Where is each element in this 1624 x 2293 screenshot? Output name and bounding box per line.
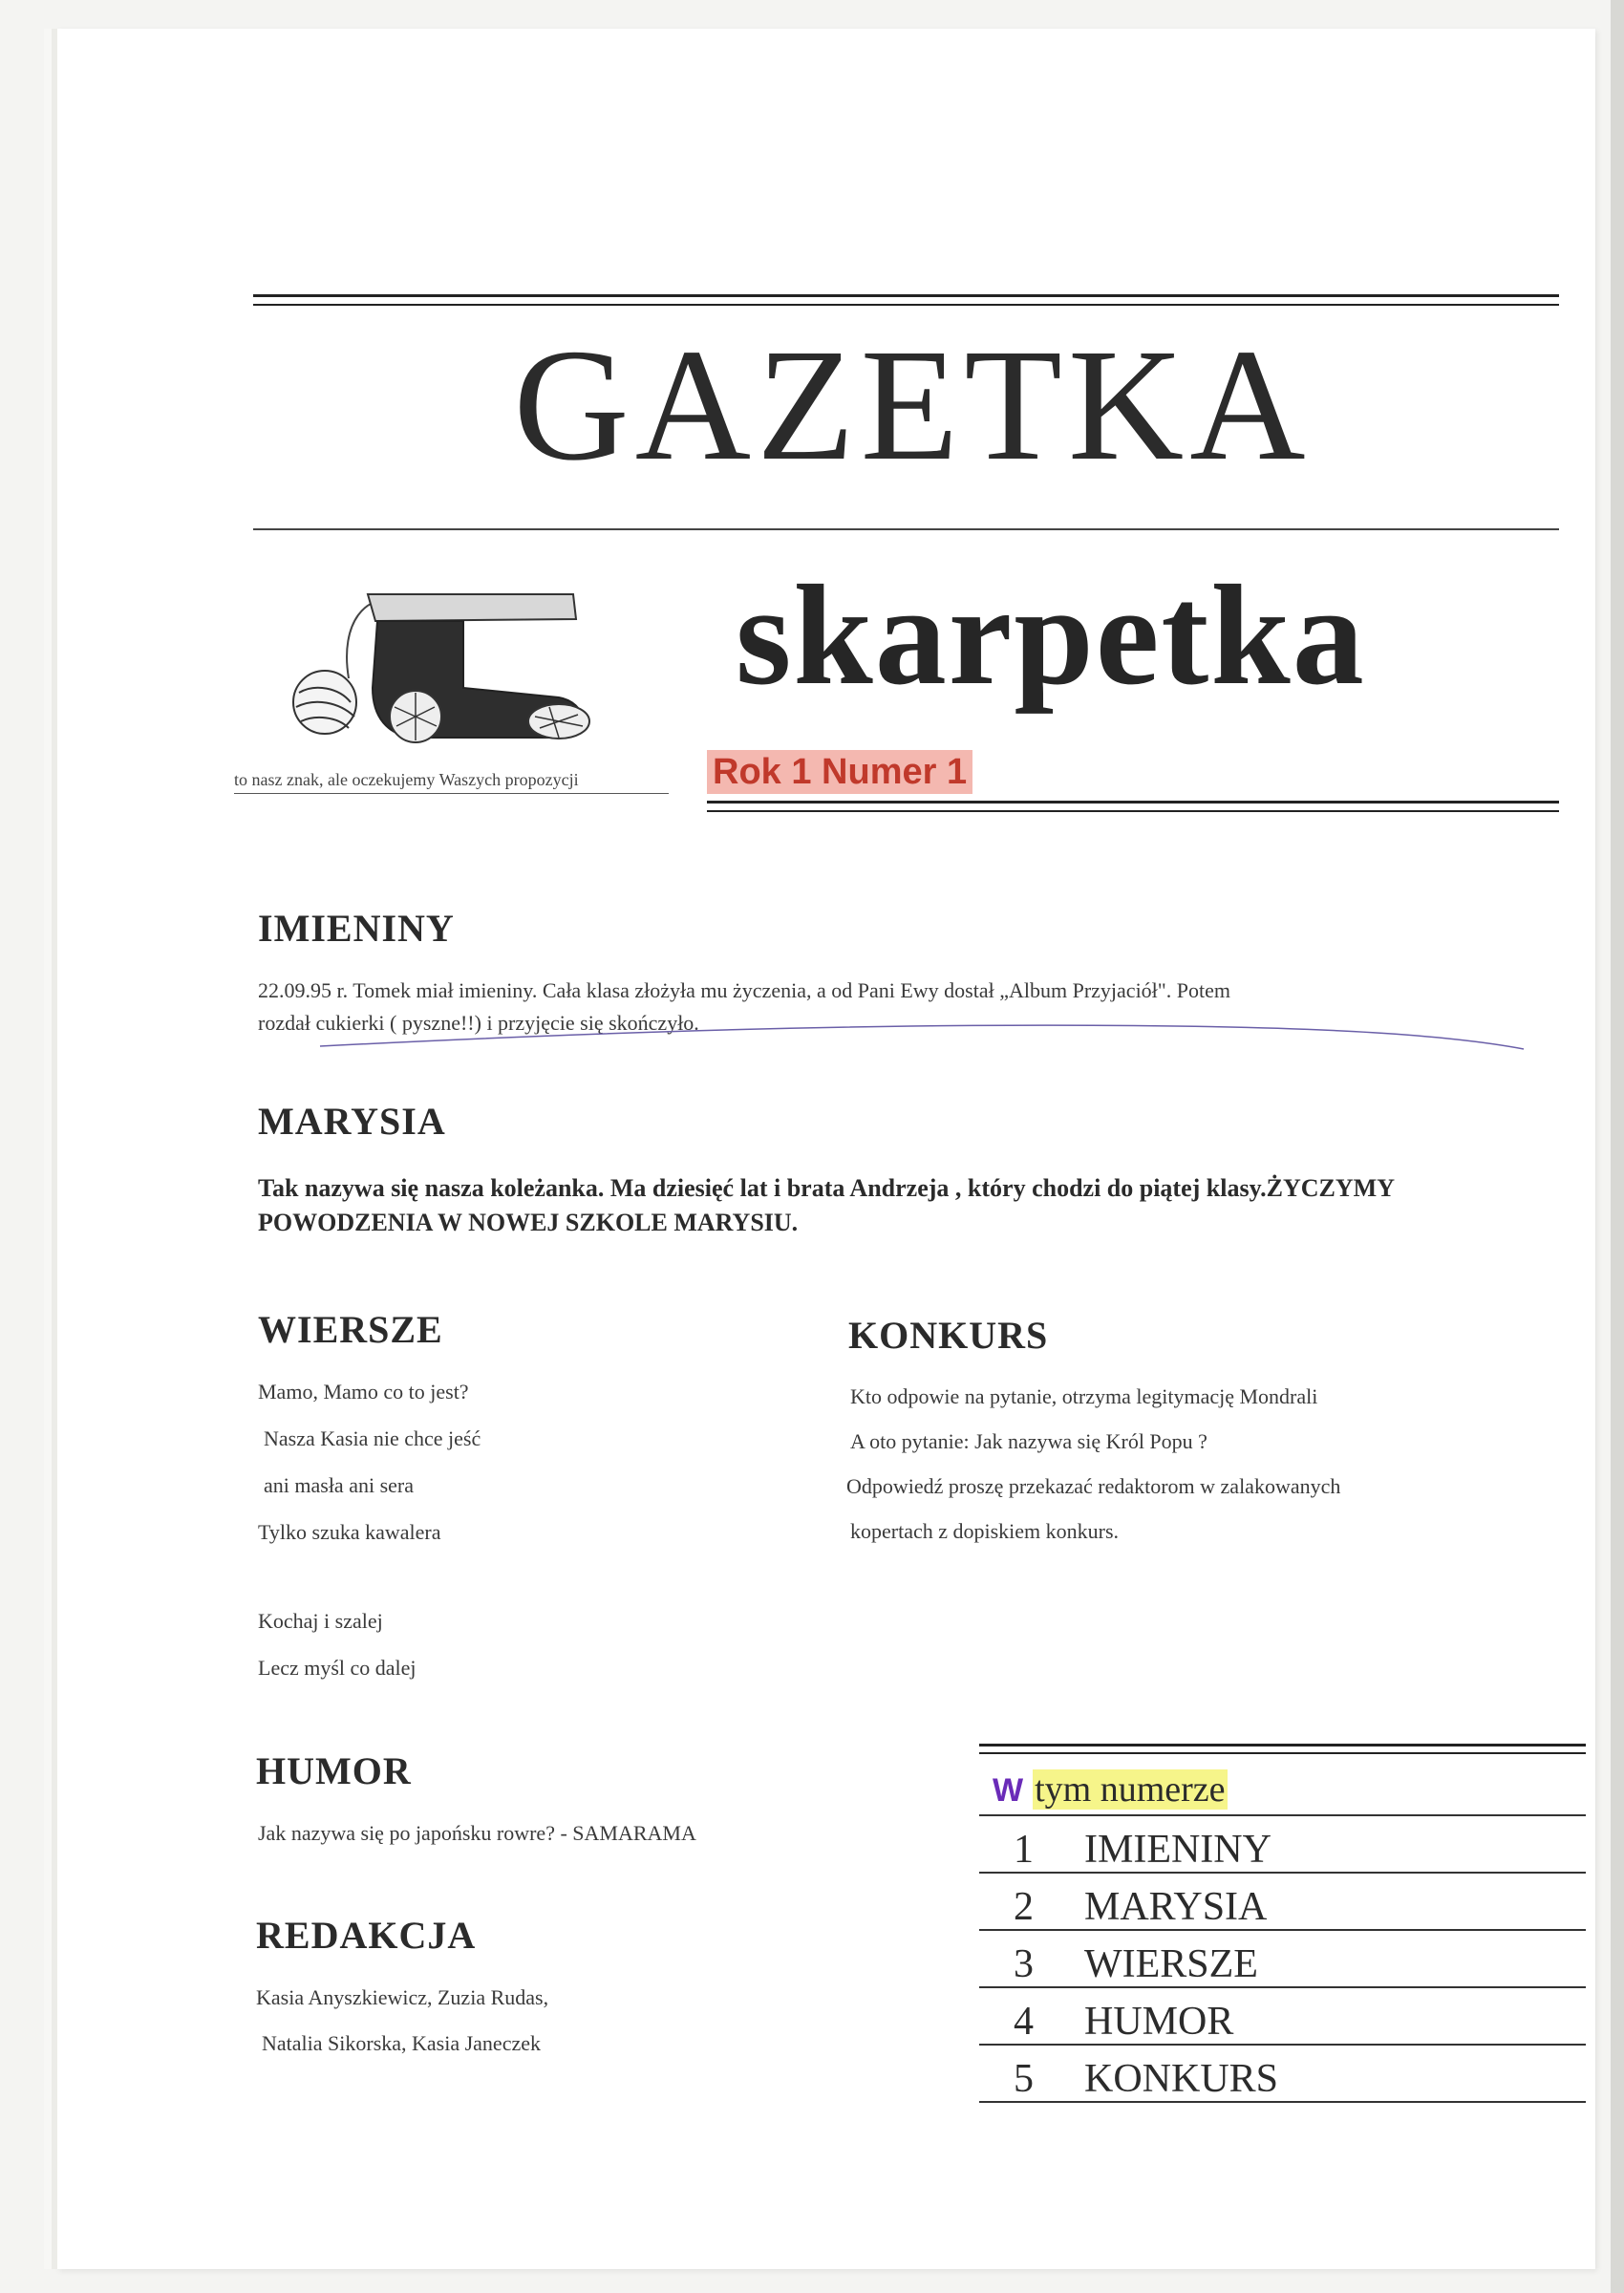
toc-row xyxy=(979,1872,1586,1929)
masthead-subtitle: skarpetka xyxy=(736,556,1366,715)
header-rule-top-2 xyxy=(253,304,1559,306)
pen-stroke-mark xyxy=(315,1013,1528,1051)
toc-number: 5 xyxy=(1014,2057,1034,2101)
redakcja-line-1: Kasia Anyszkiewicz, Zuzia Rudas, xyxy=(256,1985,549,2009)
toc-label: MARYSIA xyxy=(1084,1885,1268,1929)
toc-label: WIERSZE xyxy=(1084,1942,1258,1986)
poem-line: Tylko szuka kawalera xyxy=(258,1520,441,1544)
wiersze-poem-2 xyxy=(258,1597,417,1691)
toc-number: 4 xyxy=(1014,2000,1034,2044)
redakcja-line-2: Natalia Sikorska, Kasia Janeczek xyxy=(262,2031,541,2055)
konkurs-text xyxy=(846,1374,1341,1554)
konkurs-line: kopertach z dopiskiem konkurs. xyxy=(850,1519,1120,1543)
caption-underline xyxy=(234,793,669,794)
toc-row xyxy=(979,1986,1586,2044)
logo-caption: to nasz znak, ale oczekujemy Waszych propozycji xyxy=(234,770,579,789)
issue-badge: Rok 1 Numer 1 xyxy=(707,750,972,794)
marysia-text-line-1: Tak nazywa się nasza koleżanka. Ma dziesięć lat i brata Andrzeja , który chodzi do piątej klasy.ŻYCZYMY xyxy=(258,1174,1395,1202)
toc-row xyxy=(979,2044,1586,2103)
header-rule-bottom xyxy=(707,801,1559,804)
scan-edge xyxy=(1611,0,1624,2293)
konkurs-heading: KONKURS xyxy=(848,1314,1049,1357)
toc-title xyxy=(979,1765,1586,1814)
wiersze-poem xyxy=(258,1368,481,1555)
humor-heading: HUMOR xyxy=(256,1749,412,1792)
toc-number: 1 xyxy=(1014,1828,1034,1872)
masthead-title: GAZETKA xyxy=(513,316,1312,494)
konkurs-line: Odpowiedź proszę przekazać redaktorom w zalakowanych xyxy=(846,1474,1341,1498)
toc-title-w: W xyxy=(993,1772,1024,1809)
wiersze-heading: WIERSZE xyxy=(258,1308,443,1351)
toc-number: 3 xyxy=(1014,1942,1034,1986)
toc-label: KONKURS xyxy=(1084,2057,1279,2101)
sock-logo-icon xyxy=(272,583,597,745)
toc-list xyxy=(979,1814,1586,2103)
toc-row xyxy=(979,1929,1586,1986)
toc-row xyxy=(979,1814,1586,1872)
poem-line: Kochaj i szalej xyxy=(258,1609,383,1633)
title-rule xyxy=(253,528,1559,530)
poem-line: ani masła ani sera xyxy=(264,1473,414,1497)
marysia-text-line-2: POWODZENIA W NOWEJ SZKOLE MARYSIU. xyxy=(258,1209,799,1236)
marysia-heading: MARYSIA xyxy=(258,1100,446,1143)
poem-line: Mamo, Mamo co to jest? xyxy=(258,1380,469,1404)
toc-title-text: tym numerze xyxy=(1035,1769,1226,1810)
imieniny-text-line-2: rozdał cukierki ( pyszne!!) i przyjęcie się skończyło. xyxy=(258,1011,699,1035)
konkurs-line: Kto odpowie na pytanie, otrzyma legitymację Mondrali xyxy=(850,1384,1318,1408)
poem-line: Lecz myśl co dalej xyxy=(258,1656,417,1680)
toc-rule-top xyxy=(979,1744,1586,1747)
toc-label: IMIENINY xyxy=(1084,1828,1271,1872)
header-rule-top xyxy=(253,294,1559,297)
header-rule-bottom-2 xyxy=(707,810,1559,812)
toc-number: 2 xyxy=(1014,1885,1034,1929)
imieniny-text-line-1: 22.09.95 r. Tomek miał imieniny. Cała klasa złożyła mu życzenia, a od Pani Ewy dostał „Album Przyjaciół". Potem xyxy=(258,978,1230,1002)
konkurs-line: A oto pytanie: Jak nazywa się Król Popu ? xyxy=(850,1429,1207,1453)
imieniny-heading: IMIENINY xyxy=(258,907,455,950)
redakcja-heading: REDAKCJA xyxy=(256,1914,477,1957)
poem-line: Nasza Kasia nie chce jeść xyxy=(264,1426,481,1450)
table-of-contents xyxy=(979,1744,1586,2101)
toc-rule-top-2 xyxy=(979,1752,1586,1754)
humor-text: Jak nazywa się po japońsku rowre? - SAMARAMA xyxy=(258,1821,696,1845)
toc-label: HUMOR xyxy=(1084,2000,1234,2044)
